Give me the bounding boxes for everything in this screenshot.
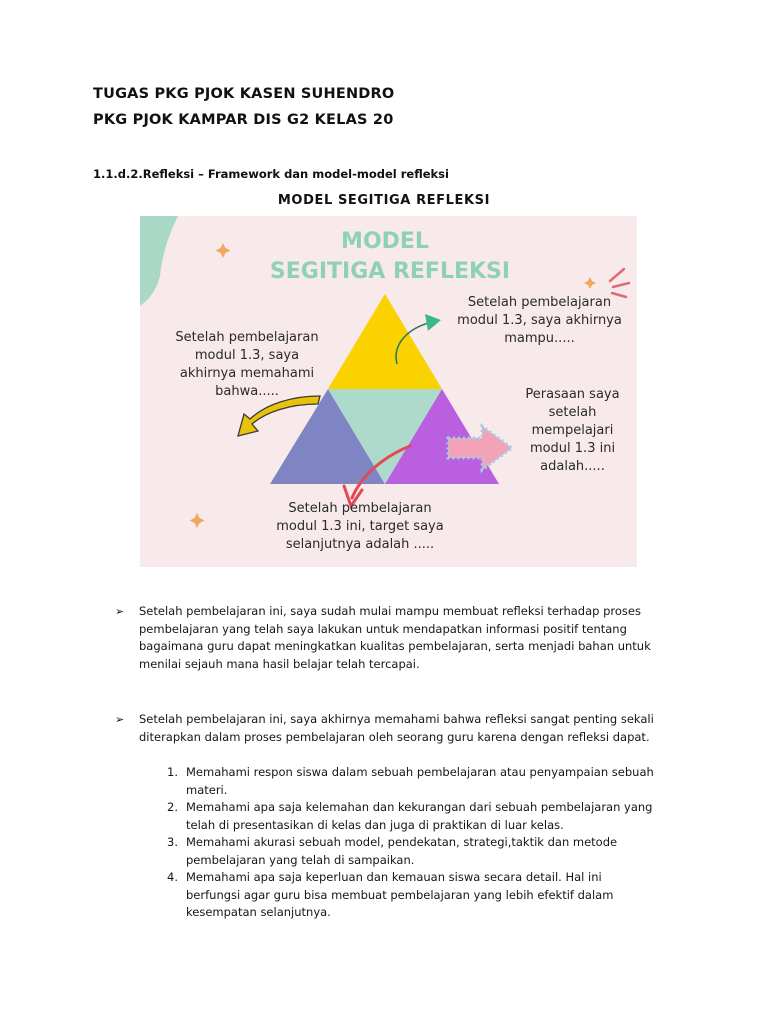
document-heading-line-1: TUGAS PKG PJOK KASEN SUHENDRO (93, 86, 395, 102)
figure-title-line-1: MODEL (341, 229, 429, 254)
figure-text-right: Perasaan saya setelah mempelajari modul 1.3 ini adalah..... (525, 387, 620, 474)
sparkle-icon (190, 513, 205, 528)
bullet-text: Setelah pembelajaran ini, saya sudah mulai mampu membuat refleksi terhadap proses pembelajaran yang telah saya lakukan untuk mendapatkan informasi positif tentang bagaimana guru dapat meningkatkan kualitas pembelajaran, serta menjadi bahan untuk menilai sejauh mana hasil belajar telah tercapai. (139, 604, 651, 671)
burst-lines-icon (610, 269, 629, 297)
figure-text-right-top: Setelah pembelajaran modul 1.3, saya akhirnya mampu..... (457, 295, 622, 346)
sparkle-icon (216, 243, 231, 258)
figure-title-line-2: SEGITIGA REFLEKSI (269, 259, 511, 284)
item-number: 1. (167, 765, 178, 779)
figure-text-bottom: Setelah pembelajaran modul 1.3 ini, target saya selanjutnya adalah ..... (276, 501, 444, 552)
section-subheading: 1.1.d.2.Refleksi – Framework dan model-model refleksi (93, 167, 449, 181)
triangle-top (328, 294, 442, 389)
reflection-triangle-figure (140, 216, 637, 567)
figure-text-left: Setelah pembelajaran modul 1.3, saya akhirnya memahami bahwa..... (175, 330, 319, 399)
sparkle-icon (584, 277, 596, 289)
item-number: 3. (167, 835, 178, 849)
document-heading-line-2: PKG PJOK KAMPAR DIS G2 KELAS 20 (93, 112, 394, 128)
item-number: 2. (167, 800, 178, 814)
item-text: Memahami respon siswa dalam sebuah pembelajaran atau penyampaian sebuah materi. (186, 765, 654, 797)
arrow-bullet-icon: ➢ (115, 713, 125, 726)
arrow-bullet-icon: ➢ (115, 605, 125, 618)
item-text: Memahami akurasi sebuah model, pendekatan, strategi,taktik dan metode pembelajaran yang telah di sampaikan. (186, 835, 618, 867)
figure-caption: MODEL SEGITIGA REFLEKSI (277, 193, 491, 208)
item-text: Memahami apa saja kelemahan dan kekurangan dari sebuah pembelajaran yang telah di presentasikan di kelas dan juga di praktikan di luar kelas. (186, 800, 653, 832)
item-text: Memahami apa saja keperluan dan kemauan siswa secara detail. Hal ini berfungsi agar guru bisa membuat pembelajaran yang lebih efektif dalam kesempatan selanjutnya. (186, 870, 614, 919)
item-number: 4. (167, 870, 178, 884)
decorative-blob (140, 216, 178, 306)
bullet-text: Setelah pembelajaran ini, saya akhirnya memahami bahwa refleksi sangat penting sekali diterapkan dalam proses pembelajaran oleh seorang guru karena dengan refleksi dapat. (139, 712, 654, 744)
arrowhead-icon (425, 314, 441, 331)
